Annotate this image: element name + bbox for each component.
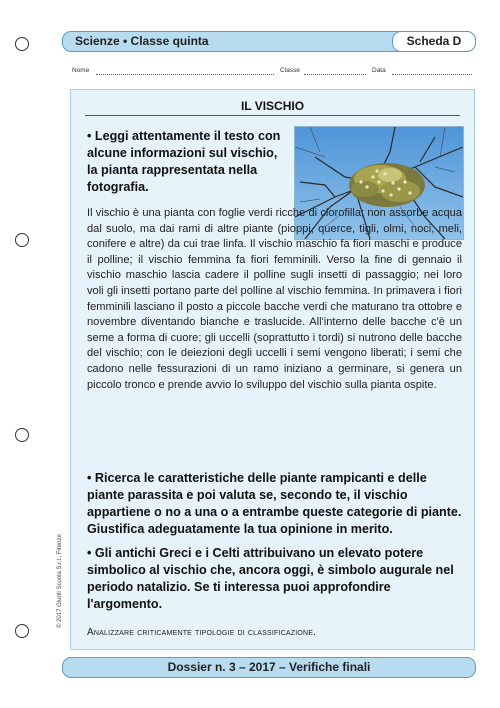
task-read-text: Leggi attentamente il testo con alcune informazioni sul vischio, la pianta rappresentata nella fotografia. — [87, 129, 281, 194]
description-paragraph: Il vischio è una pianta con foglie verdi ricche di clorofilla; non assorbe acqua dal suolo, ma dai rami di altre piante (pioppi, querce, tigli, olmi, noci, meli, conifere e altre) da cui trae linfa. Il vischio maschio fa fiori maschi e produce il polline; il vischio femmina fa fiori femminili. Verso la fine di gennaio il vischio maschio lascia cadere il polline sugli insetti di passaggio; nei loro voli gli insetti portano parte del polline al vischio femmina. In primavera i fiori femminili lasciano il posto a piccole bacche verdi che maturano tra ottobre e novembre diventando bianche e traslucide. All'interno delle bacche c'è un seme a forma di cuore; gli uccelli (soprattutto i tordi) si nutrono delle bacche del vischio; con le deiezioni degli uccelli i semi vengono liberati; i semi che cadono nelle fessurazioni di un ramo iniziano a germinare, si genera un piccolo tronco e prende avvio lo sviluppo del vischio sulla pianta ospite. — [87, 207, 462, 391]
task-read — [87, 128, 287, 196]
mistletoe-description — [87, 206, 462, 393]
exercise-title: IL VISCHIO — [240, 99, 305, 113]
bullet-icon: • — [87, 546, 92, 560]
task-research — [87, 470, 462, 538]
name-field[interactable] — [96, 74, 274, 75]
date-field[interactable] — [392, 74, 472, 75]
task-symbolism — [87, 545, 462, 613]
binder-hole-2 — [15, 233, 29, 247]
binder-hole-1 — [15, 37, 29, 51]
footer-bar: Dossier n. 3 – 2017 – Verifiche finali — [62, 657, 476, 678]
task-research-text: Ricerca le caratteristiche delle piante rampicanti e delle piante parassita e poi valuta se, secondo te, il vischio appartiene o no a una o a entrambe queste categorie di piante. Giustifica adeguatamente la tua opinione in merito. — [87, 471, 462, 536]
binder-hole-4 — [15, 624, 29, 638]
bullet-icon: • — [87, 129, 92, 143]
sheet-label: Scheda D — [392, 31, 476, 52]
copyright-notice: © 2017 Giunti Scuola S.r.l., Firenze — [57, 534, 63, 628]
title-divider — [85, 115, 460, 116]
header-bar — [62, 31, 476, 52]
class-field[interactable] — [304, 74, 366, 75]
student-info-fields — [72, 67, 472, 79]
subject-label: Scienze • Classe quinta — [75, 34, 209, 48]
bullet-icon: • — [87, 471, 92, 485]
binder-hole-3 — [15, 428, 29, 442]
name-label: Nome — [72, 67, 90, 74]
learning-objective: Analizzare criticamente tipologie di classificazione. — [87, 627, 317, 638]
exercise-box — [70, 89, 475, 650]
date-label: Data — [372, 67, 386, 74]
task-symbolism-text: Gli antichi Greci e i Celti attribuivano un elevato potere simbolico al vischio che, ancora oggi, è simbolo augurale nel periodo natalizio. Se ti interessa puoi approfondire l'argomento. — [87, 546, 454, 611]
class-label: Classe — [280, 67, 300, 74]
